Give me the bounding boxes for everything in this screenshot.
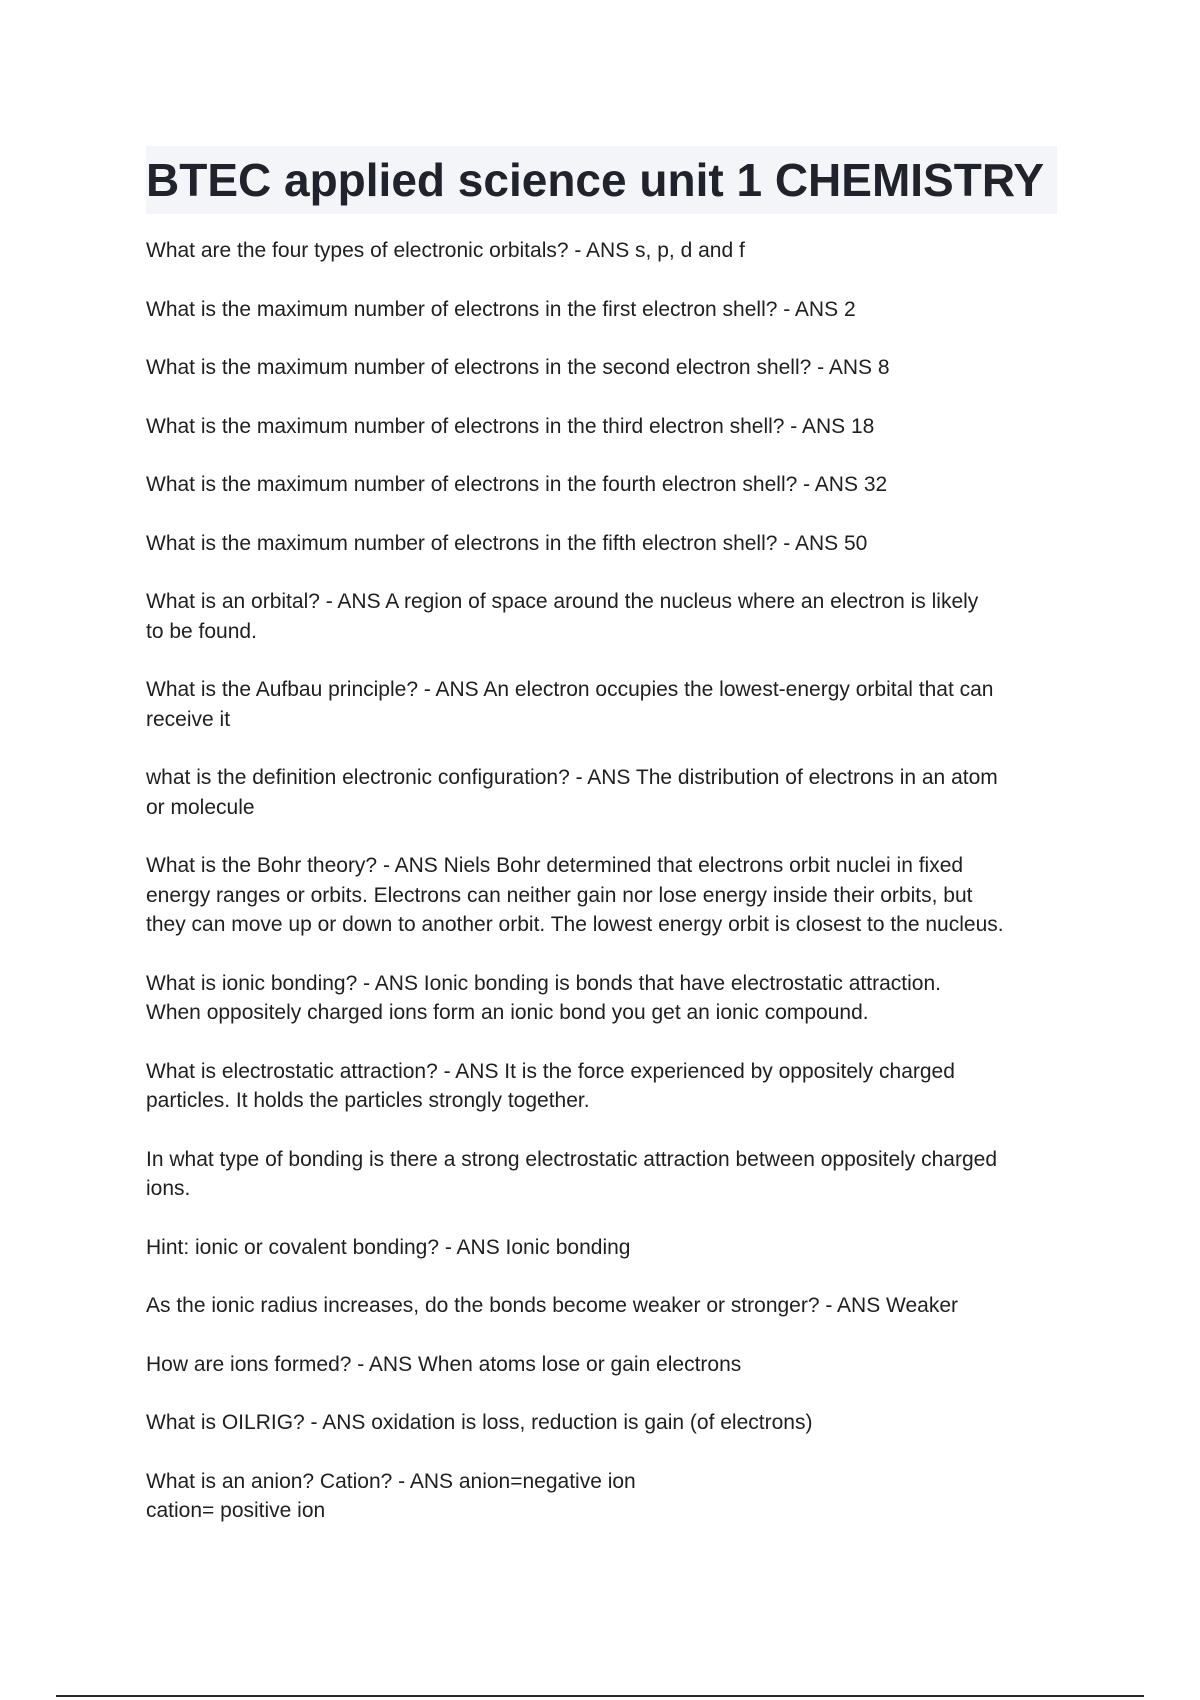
qa-list bbox=[146, 236, 1076, 1555]
qa-item: What is the Aufbau principle? - ANS An electron occupies the lowest-energy orbital that can receive it bbox=[146, 678, 994, 731]
qa-item: Hint: ionic or covalent bonding? - ANS Ionic bonding bbox=[146, 1235, 631, 1259]
qa-item: As the ionic radius increases, do the bonds become weaker or stronger? - ANS Weaker bbox=[146, 1294, 959, 1317]
qa-item: In what type of bonding is there a strong electrostatic attraction between oppositely charged ions. bbox=[146, 1147, 998, 1200]
qa-item: what is the definition electronic configuration? - ANS The distribution of electrons in an atom or molecule bbox=[146, 766, 998, 819]
qa-item: What are the four types of electronic orbitals? - ANS s, p, d and f bbox=[146, 239, 745, 262]
qa-item: What is the maximum number of electrons in the fourth electron shell? - ANS 32 bbox=[146, 473, 888, 496]
qa-item: What is an anion? Cation? - ANS anion=negative ion cation= positive ion bbox=[146, 1469, 636, 1522]
qa-item: What is OILRIG? - ANS oxidation is loss, reduction is gain (of electrons) bbox=[146, 1411, 813, 1434]
page-title: BTEC applied science unit 1 CHEMISTRY bbox=[146, 154, 1045, 206]
qa-item: What is the Bohr theory? - ANS Niels Bohr determined that electrons orbit nuclei in fixed energy ranges or orbits. Electrons can neither gain nor lose energy inside their orbits, but they can move up or down to another orbit. The lowest energy orbit is closest to the nucleus. bbox=[146, 854, 1004, 936]
qa-item: What is an orbital? - ANS A region of space around the nucleus where an electron is likely to be found. bbox=[146, 590, 979, 643]
qa-item: What is the maximum number of electrons in the second electron shell? - ANS 8 bbox=[146, 356, 890, 379]
qa-item: What is the maximum number of electrons in the third electron shell? - ANS 18 bbox=[146, 414, 875, 438]
qa-item: What is electrostatic attraction? - ANS It is the force experienced by oppositely charged particles. It holds the particles strongly together. bbox=[146, 1059, 955, 1112]
qa-item: How are ions formed? - ANS When atoms lose or gain electrons bbox=[146, 1352, 742, 1376]
qa-item: What is the maximum number of electrons in the first electron shell? - ANS 2 bbox=[146, 297, 856, 321]
qa-item: What is ionic bonding? - ANS Ionic bonding is bonds that have electrostatic attraction. When oppositely charged ions form an ionic bond you get an ionic compound. bbox=[146, 971, 941, 1024]
footer-divider bbox=[56, 1695, 1144, 1697]
qa-item: What is the maximum number of electrons in the fifth electron shell? - ANS 50 bbox=[146, 531, 868, 555]
